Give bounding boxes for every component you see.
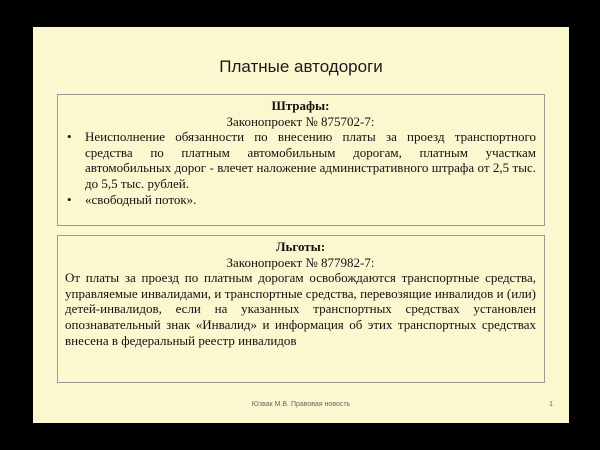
page-number: 1 [549,401,553,408]
slide [33,27,569,423]
benefits-text: От платы за проезд по платным дорогам освобождаются транспортные средства, управляемые инвалидами, и транспортные средства, перевозящие инвалидов и (или) детей-инвалидов, если на указанных транспортных средствах установлен опознавательный знак «Инвалид» и информация об этих транспортных средствах внесена в федеральный реестр инвалидов [65,270,536,348]
fines-bill-number: Законопроект № 875702-7: [226,113,375,129]
benefits-heading: Льготы: [275,239,326,254]
fines-heading: Штрафы: [271,98,330,113]
slide-title: Платные автодороги [219,57,383,76]
fines-box [57,94,545,226]
list-item: • «свободный поток». [65,192,536,208]
benefits-box [57,235,545,383]
slide-footer: Юзвак М.В. Правовая новость [251,401,351,408]
fines-list [65,129,536,207]
benefits-bill-number: Законопроект № 877982-7: [226,254,375,270]
list-item: • Неисполнение обязанности по внесению платы за проезд транспортного средства по платным автомобильным дорогам, платным участкам автомобильных дорог - влечет наложение административного штрафа от 2,5 тыс. до 5,5 тыс. рублей. [65,129,536,191]
